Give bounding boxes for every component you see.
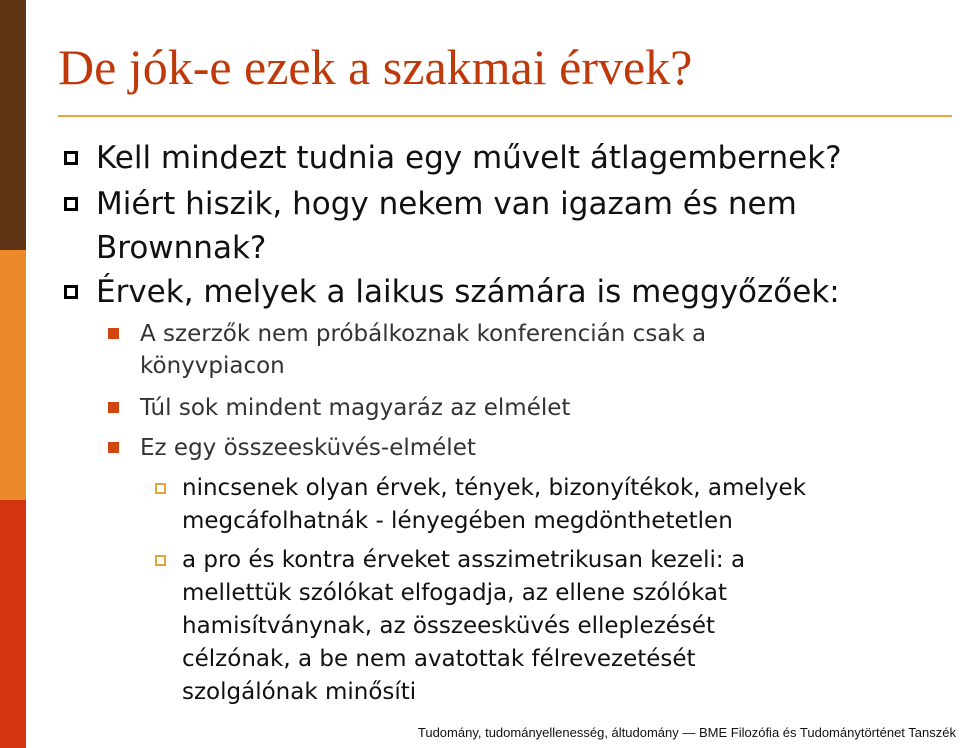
bullet-item: [96, 270, 926, 314]
hollow-square-bullet-icon: [155, 555, 166, 566]
sidebar-band-top: [0, 0, 26, 250]
subsub-bullet-item: [182, 544, 952, 709]
subsub-bullet-line: nincsenek olyan érvek, tények, bizonyítékok, amelyek: [182, 475, 807, 501]
slide-footer: Tudomány, tudományellenesség, áltudomány — BME Filozófia és Tudománytörténet Tanszék: [417, 725, 956, 740]
sub-bullet-line: Ez egy összeesküvés-elmélet: [140, 435, 476, 461]
filled-square-bullet-icon: [108, 442, 119, 453]
slide-title: De jók-e ezek a szakmai érvek?: [58, 39, 693, 95]
sidebar-band-bottom: [0, 500, 26, 748]
sub-bullet-line: Túl sok mindent magyaráz az elmélet: [140, 395, 571, 421]
bullet-line: Kell mindezt tudnia egy művelt átlagembernek?: [96, 140, 842, 176]
filled-square-bullet-icon: [108, 402, 119, 413]
bullet-line: Brownnak?: [96, 230, 267, 266]
subsub-bullet-line: mellettük szólókat elfogadja, az ellene szólókat: [182, 580, 727, 606]
sidebar-band-middle: [0, 250, 26, 500]
bullet-line: Miért hiszik, hogy nekem van igazam és nem: [96, 186, 797, 222]
hollow-square-bullet-icon: [155, 483, 166, 494]
bullet-item: [96, 182, 926, 270]
bullet-line: Érvek, melyek a laikus számára is meggyőzőek:: [96, 274, 840, 310]
sub-bullet-item: [140, 392, 920, 424]
subsub-bullet-line: szolgálónak minősíti: [182, 679, 417, 705]
subsub-bullet-line: célzónak, a be nem avatottak félrevezetését: [182, 646, 696, 672]
subsub-bullet-item: [182, 472, 952, 538]
sub-bullet-item: [140, 432, 920, 464]
hollow-square-bullet-icon: [64, 197, 78, 211]
bullet-item: [96, 136, 926, 180]
title-divider: [58, 115, 952, 117]
subsub-bullet-line: hamisítványnak, az összeesküvés elleplezését: [182, 613, 716, 639]
filled-square-bullet-icon: [108, 328, 119, 339]
sub-bullet-item: [140, 318, 920, 382]
subsub-bullet-line: a pro és kontra érveket asszimetrikusan kezeli: a: [182, 547, 746, 573]
sub-bullet-line: A szerzők nem próbálkoznak konferencián csak a: [140, 321, 707, 347]
hollow-square-bullet-icon: [64, 151, 78, 165]
subsub-bullet-line: megcáfolhatnák - lényegében megdönthetetlen: [182, 508, 733, 534]
sub-bullet-line: könyvpiacon: [140, 353, 285, 379]
hollow-square-bullet-icon: [64, 285, 78, 299]
